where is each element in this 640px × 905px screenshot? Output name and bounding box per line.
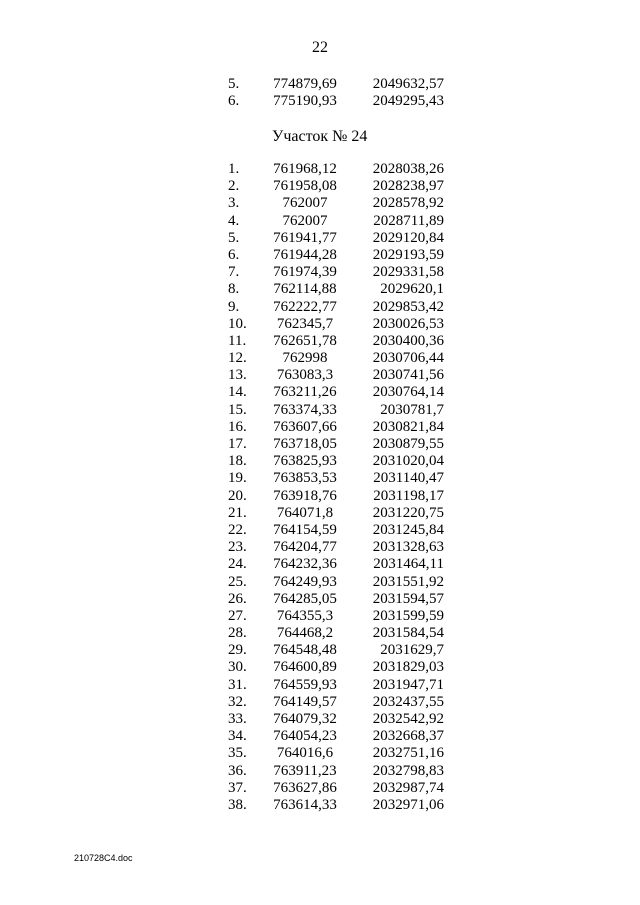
y-coordinate: 2030706,44 xyxy=(372,350,444,367)
coordinate-row xyxy=(0,161,640,178)
y-coordinate: 2028238,97 xyxy=(372,178,444,195)
coordinate-row xyxy=(0,522,640,539)
y-coordinate: 2049632,57 xyxy=(372,76,444,92)
coordinate-row xyxy=(0,367,640,384)
point-number: 14. xyxy=(228,384,247,401)
y-coordinate: 2031584,54 xyxy=(372,625,444,642)
x-coordinate: 762114,88 xyxy=(273,281,337,298)
coordinate-row xyxy=(0,436,640,453)
y-coordinate: 2030879,55 xyxy=(372,436,444,452)
coordinate-row xyxy=(0,625,640,642)
x-coordinate: 761968,12 xyxy=(273,161,337,177)
coordinate-row xyxy=(0,745,640,762)
point-number: 28. xyxy=(228,625,247,642)
x-coordinate: 764559,93 xyxy=(273,676,337,693)
y-coordinate: 2031198,17 xyxy=(373,487,444,504)
y-coordinate: 2029853,42 xyxy=(372,298,444,315)
y-coordinate: 2028038,26 xyxy=(372,161,444,177)
coordinate-row xyxy=(0,384,640,401)
y-coordinate: 2029331,58 xyxy=(372,264,444,281)
y-coordinate: 2032542,92 xyxy=(372,711,444,727)
coordinate-row xyxy=(0,195,640,212)
y-coordinate: 2031140,47 xyxy=(373,470,444,487)
coordinate-row xyxy=(0,659,640,676)
x-coordinate: 762007 xyxy=(282,195,328,212)
coordinate-row xyxy=(0,728,640,745)
x-coordinate: 761944,28 xyxy=(273,246,337,263)
coordinate-table-plot-24 xyxy=(0,161,640,814)
point-number: 36. xyxy=(228,762,247,779)
y-coordinate: 2030781,7 xyxy=(380,401,444,418)
y-coordinate: 2028578,92 xyxy=(372,195,444,212)
point-number: 3. xyxy=(228,195,240,212)
x-coordinate: 764054,23 xyxy=(273,728,337,745)
point-number: 30. xyxy=(228,659,247,676)
point-number: 19. xyxy=(228,470,247,487)
point-number: 13. xyxy=(228,367,247,384)
coordinate-row xyxy=(0,574,640,591)
y-coordinate: 2032668,37 xyxy=(372,728,444,745)
y-coordinate: 2032987,74 xyxy=(372,779,444,796)
y-coordinate: 2031629,7 xyxy=(380,642,444,659)
point-number: 34. xyxy=(228,728,247,745)
point-number: 1. xyxy=(228,161,240,177)
y-coordinate: 2030821,84 xyxy=(372,418,444,435)
x-coordinate: 764079,32 xyxy=(273,711,337,727)
y-coordinate: 2029620,1 xyxy=(380,281,444,298)
point-number: 6. xyxy=(228,246,240,263)
x-coordinate: 764285,05 xyxy=(273,590,337,607)
y-coordinate: 2031594,57 xyxy=(372,590,444,607)
x-coordinate: 762998 xyxy=(282,350,328,367)
point-number: 29. xyxy=(228,642,247,659)
y-coordinate: 2028711,89 xyxy=(373,212,444,229)
coordinate-row xyxy=(0,93,640,110)
coordinate-row xyxy=(0,797,640,814)
point-number: 25. xyxy=(228,573,247,590)
point-number: 24. xyxy=(228,556,247,573)
section-title: Участок № 24 xyxy=(272,128,368,145)
point-number: 9. xyxy=(228,298,240,315)
point-number: 32. xyxy=(228,693,247,710)
x-coordinate: 762345,7 xyxy=(276,315,334,332)
y-coordinate: 2032971,06 xyxy=(372,796,444,813)
y-coordinate: 2032437,55 xyxy=(372,693,444,710)
x-coordinate: 763374,33 xyxy=(273,401,337,418)
point-number: 26. xyxy=(228,590,247,607)
x-coordinate: 761941,77 xyxy=(273,229,337,246)
y-coordinate: 2030764,14 xyxy=(372,384,444,401)
coordinate-row xyxy=(0,694,640,711)
coordinate-row xyxy=(0,230,640,247)
x-coordinate: 763911,23 xyxy=(273,762,337,779)
point-number: 37. xyxy=(228,779,247,796)
point-number: 5. xyxy=(228,76,240,92)
coordinate-row xyxy=(0,281,640,298)
point-number: 2. xyxy=(228,178,240,195)
x-coordinate: 764149,57 xyxy=(273,693,337,710)
x-coordinate: 762007 xyxy=(282,212,328,229)
x-coordinate: 775190,93 xyxy=(273,93,337,110)
y-coordinate: 2031947,71 xyxy=(372,676,444,693)
x-coordinate: 764355,3 xyxy=(276,607,334,624)
coordinate-row xyxy=(0,350,640,367)
y-coordinate: 2030741,56 xyxy=(372,367,444,384)
coordinate-row xyxy=(0,608,640,625)
y-coordinate: 2031328,63 xyxy=(372,539,444,556)
coordinate-row xyxy=(0,419,640,436)
page-number: 22 xyxy=(312,39,328,56)
point-number: 12. xyxy=(228,350,247,367)
y-coordinate: 2032751,16 xyxy=(372,745,444,762)
x-coordinate: 761958,08 xyxy=(273,178,337,195)
coordinate-row xyxy=(0,247,640,264)
x-coordinate: 764232,36 xyxy=(273,556,337,573)
point-number: 15. xyxy=(228,401,247,418)
coordinate-row xyxy=(0,556,640,573)
x-coordinate: 764600,89 xyxy=(273,659,337,676)
x-coordinate: 763853,53 xyxy=(273,470,337,487)
coordinate-row xyxy=(0,470,640,487)
coordinate-row xyxy=(0,453,640,470)
x-coordinate: 764016,6 xyxy=(276,745,334,762)
x-coordinate: 762222,77 xyxy=(273,298,337,315)
point-number: 23. xyxy=(228,539,247,556)
coordinate-row xyxy=(0,178,640,195)
y-coordinate: 2031220,75 xyxy=(372,504,444,521)
point-number: 35. xyxy=(228,745,247,762)
x-coordinate: 764204,77 xyxy=(273,539,337,556)
point-number: 21. xyxy=(228,504,247,521)
point-number: 20. xyxy=(228,487,247,504)
point-number: 7. xyxy=(228,264,240,281)
x-coordinate: 764154,59 xyxy=(273,521,337,538)
x-coordinate: 764249,93 xyxy=(273,573,337,590)
point-number: 11. xyxy=(228,332,247,349)
point-number: 17. xyxy=(228,436,247,452)
coordinate-row xyxy=(0,316,640,333)
coordinate-row xyxy=(0,76,640,93)
y-coordinate: 2031829,03 xyxy=(372,659,444,676)
y-coordinate: 2031599,59 xyxy=(372,607,444,624)
coordinate-row xyxy=(0,264,640,281)
y-coordinate: 2030400,36 xyxy=(372,332,444,349)
x-coordinate: 764071,8 xyxy=(276,504,334,521)
coordinate-row xyxy=(0,763,640,780)
point-number: 22. xyxy=(228,521,247,538)
point-number: 16. xyxy=(228,418,247,435)
point-number: 6. xyxy=(228,93,240,110)
y-coordinate: 2031020,04 xyxy=(372,453,444,470)
coordinate-row xyxy=(0,591,640,608)
y-coordinate: 2030026,53 xyxy=(372,315,444,332)
x-coordinate: 764548,48 xyxy=(273,642,337,659)
y-coordinate: 2029193,59 xyxy=(372,246,444,263)
x-coordinate: 763614,33 xyxy=(273,796,337,813)
point-number: 38. xyxy=(228,796,247,813)
x-coordinate: 763918,76 xyxy=(273,487,337,504)
y-coordinate: 2029120,84 xyxy=(372,229,444,246)
x-coordinate: 763607,66 xyxy=(273,418,337,435)
coordinate-table-continued xyxy=(0,76,640,110)
y-coordinate: 2031551,92 xyxy=(372,573,444,590)
x-coordinate: 761974,39 xyxy=(273,264,337,281)
coordinate-row xyxy=(0,642,640,659)
x-coordinate: 774879,69 xyxy=(273,76,337,92)
coordinate-row xyxy=(0,711,640,728)
x-coordinate: 762651,78 xyxy=(273,332,337,349)
y-coordinate: 2032798,83 xyxy=(372,762,444,779)
x-coordinate: 763825,93 xyxy=(273,453,337,470)
coordinate-row xyxy=(0,488,640,505)
coordinate-row xyxy=(0,505,640,522)
point-number: 27. xyxy=(228,607,247,624)
coordinate-row xyxy=(0,539,640,556)
x-coordinate: 763083,3 xyxy=(276,367,334,384)
y-coordinate: 2031464,11 xyxy=(373,556,444,573)
y-coordinate: 2049295,43 xyxy=(372,93,444,110)
point-number: 18. xyxy=(228,453,247,470)
point-number: 31. xyxy=(228,676,247,693)
x-coordinate: 764468,2 xyxy=(276,625,334,642)
coordinate-row xyxy=(0,780,640,797)
point-number: 10. xyxy=(228,315,247,332)
point-number: 33. xyxy=(228,711,247,727)
coordinate-row xyxy=(0,677,640,694)
file-name-footer: 210728C4.doc xyxy=(74,853,133,863)
coordinate-row xyxy=(0,299,640,316)
x-coordinate: 763627,86 xyxy=(273,779,337,796)
x-coordinate: 763718,05 xyxy=(273,436,337,452)
coordinate-row xyxy=(0,402,640,419)
point-number: 5. xyxy=(228,229,240,246)
coordinate-row xyxy=(0,213,640,230)
point-number: 4. xyxy=(228,212,240,229)
y-coordinate: 2031245,84 xyxy=(372,521,444,538)
x-coordinate: 763211,26 xyxy=(273,384,337,401)
point-number: 8. xyxy=(228,281,240,298)
coordinate-row xyxy=(0,333,640,350)
